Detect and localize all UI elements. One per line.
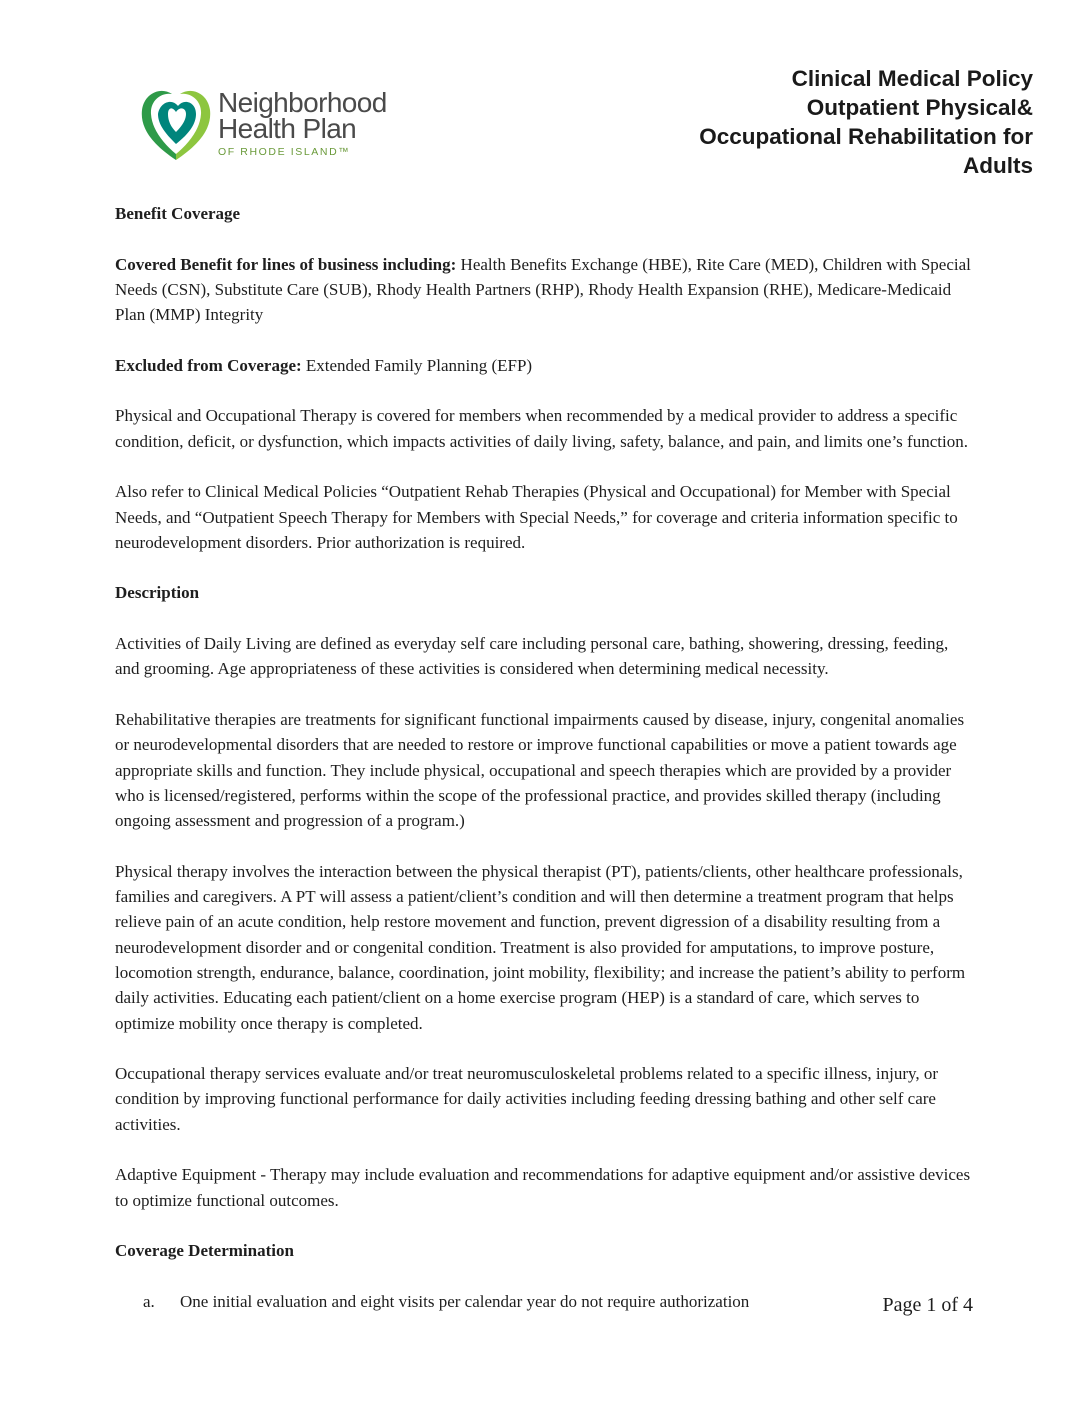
policy-title-line-1: Clinical Medical Policy bbox=[791, 66, 1033, 91]
policy-title-line-3: Occupational Rehabilitation for bbox=[699, 124, 1033, 149]
description-paragraph-2: Rehabilitative therapies are treatments for significant functional impairments caused by disease, injury, congenital anomalies or neurodevelopmental disorders that are needed to restore or improve functional capabilities or move a patient towards age appropriate skills and function. They include physical, occupational and speech therapies which are provided by a provider who is licensed/registered, performs within the scope of the professional practice, and provides skilled therapy (including ongoing assessment and progression of a program.) bbox=[115, 709, 965, 831]
benefit-coverage-heading: Benefit Coverage bbox=[115, 204, 241, 223]
policy-body bbox=[115, 201, 975, 1314]
description-paragraph-3: Physical therapy involves the interaction between the physical therapist (PT), patients/clients, other healthcare professionals, families and caregivers. A PT will assess a patient/client’s condition and will then determine a treatment program that helps relieve pain of an acute condition, help restore movement and function, prevent digression of a disability resulting from a neurodevelopment disorder and or congenital condition. Treatment is also provided for amputations, to improve posture, locomotion strength, endurance, balance, coordination, joint mobility, flexibility; and increase the patient’s ability to perform daily activities. Educating each patient/client on a home exercise program (HEP) is a standard of care, which serves to optimize mobility once therapy is completed. bbox=[115, 861, 966, 1033]
excluded-coverage-label: Excluded from Coverage: bbox=[115, 355, 302, 375]
coverage-determination-list bbox=[115, 1289, 975, 1314]
policy-title-line-4: Adults bbox=[963, 153, 1033, 178]
excluded-coverage-paragraph bbox=[115, 353, 975, 378]
covered-benefit-text: Health Benefits Exchange (HBE), Rite Care (MED), Children with Special Needs (CSN), Substitute Care (SUB), Rhody Health Partners (RHP), Rhody Health Expansion (RHE), Medicare-Medicaid Plan (MMP) Integrity bbox=[115, 254, 971, 325]
description-paragraph-5: Adaptive Equipment - Therapy may include evaluation and recommendations for adaptive equipment and/or assistive devices to optimize functional outcomes. bbox=[115, 1165, 971, 1210]
page-number: Page 1 of 4 bbox=[882, 1294, 973, 1316]
list-item-text: One initial evaluation and eight visits per calendar year do not require authorization bbox=[180, 1291, 750, 1311]
neighborhood-health-plan-logo bbox=[138, 84, 408, 166]
policy-title bbox=[699, 64, 1033, 180]
list-item bbox=[115, 1289, 975, 1314]
covered-benefit-label: Covered Benefit for lines of business including: bbox=[115, 254, 457, 274]
coverage-paragraph-1: Physical and Occupational Therapy is covered for members when recommended by a medical provider to address a specific condition, deficit, or dysfunction, which impacts activities of daily living, safety, balance, and pain, and limits one’s function. bbox=[115, 406, 968, 451]
covered-benefit-paragraph bbox=[115, 252, 975, 328]
coverage-paragraph-2: Also refer to Clinical Medical Policies “Outpatient Rehab Therapies (Physical and Occupational) for Member with Special Needs, and “Outpatient Speech Therapy for Members with Special Needs,” for coverage and criteria information specific to neurodevelopment disorders. Prior authorization is required. bbox=[115, 482, 958, 552]
coverage-determination-heading: Coverage Determination bbox=[115, 1241, 294, 1261]
logo-line-2: Health Plan bbox=[218, 113, 357, 144]
description-paragraph-1: Activities of Daily Living are defined as everyday self care including personal care, bathing, showering, dressing, feeding, and grooming. Age appropriateness of these activities is considered when determining medical necessity. bbox=[115, 634, 949, 679]
list-item-marker: a. bbox=[143, 1291, 155, 1311]
logo-heart-icon bbox=[138, 84, 214, 166]
excluded-coverage-text: Extended Family Planning (EFP) bbox=[301, 355, 533, 375]
logo-line-1: Neighborhood bbox=[218, 87, 387, 118]
description-heading: Description bbox=[115, 583, 200, 603]
policy-title-line-2: Outpatient Physical& bbox=[806, 95, 1033, 120]
logo-line-3: OF RHODE ISLAND™ bbox=[218, 146, 351, 158]
description-paragraph-4: Occupational therapy services evaluate and/or treat neuromusculoskeletal problems related to a specific illness, injury, or condition by improving functional performance for daily activities including feeding dressing bathing and other self care activities. bbox=[115, 1064, 939, 1134]
